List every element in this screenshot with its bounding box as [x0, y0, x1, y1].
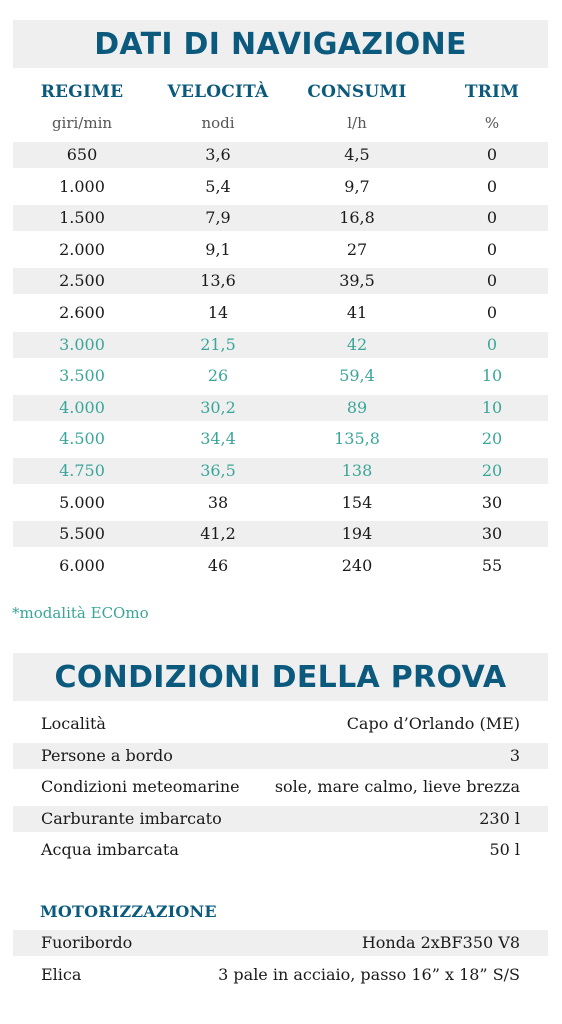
- table-row: [13, 332, 548, 358]
- item-value: 50 l: [489, 840, 520, 860]
- cell-regime: 4.000: [59, 397, 105, 417]
- table-row: [13, 268, 548, 294]
- cell-trim: 0: [486, 334, 498, 354]
- cell-velocita: 38: [207, 492, 229, 512]
- cell-velocita: 34,4: [200, 429, 236, 449]
- table-row: [13, 426, 548, 452]
- list-item: [13, 962, 548, 988]
- cell-velocita: 30,2: [200, 397, 236, 417]
- list-item: [13, 711, 548, 737]
- cell-velocita: 46: [207, 555, 229, 575]
- item-value: 230 l: [479, 808, 520, 828]
- cell-consumi: 27: [346, 239, 368, 259]
- list-item: [13, 837, 548, 863]
- table-row: [13, 490, 548, 516]
- table-row: [13, 174, 548, 200]
- cell-velocita: 36,5: [200, 461, 236, 480]
- unit-velocita: nodi: [201, 114, 235, 132]
- cell-velocita: 3,6: [205, 145, 231, 164]
- cell-regime: 3.500: [59, 366, 105, 386]
- cell-velocita: 41,2: [200, 524, 236, 544]
- cell-trim: 0: [486, 239, 498, 259]
- cell-velocita: 5,4: [205, 176, 231, 196]
- cell-consumi: 16,8: [339, 208, 375, 228]
- cell-trim: 10: [481, 397, 503, 417]
- table-row: [13, 553, 548, 579]
- cell-consumi: 154: [341, 492, 373, 512]
- item-label: Elica: [41, 964, 82, 984]
- cell-consumi: 240: [341, 555, 373, 575]
- cell-regime: 1.000: [59, 176, 105, 196]
- cell-regime: 2.500: [59, 271, 105, 291]
- item-value: Honda 2xBF350 V8: [361, 933, 520, 952]
- cell-trim: 0: [486, 145, 498, 164]
- item-label: Carburante imbarcato: [41, 808, 222, 828]
- cell-velocita: 14: [207, 303, 229, 322]
- cell-trim: 10: [481, 366, 503, 386]
- cell-trim: 0: [486, 208, 498, 228]
- table-row: [13, 521, 548, 547]
- conditions-title-bar: [13, 653, 548, 701]
- table-row: [13, 142, 548, 168]
- item-value: sole, mare calmo, lieve brezza: [274, 777, 520, 797]
- cell-trim: 20: [481, 461, 503, 480]
- cell-consumi: 39,5: [339, 271, 375, 291]
- header-velocita: VELOCITÀ: [167, 82, 269, 102]
- cell-regime: 4.500: [59, 429, 105, 449]
- nav-title: DATI DI NAVIGAZIONE: [94, 26, 467, 62]
- item-value: 3 pale in acciaio, passo 16” x 18” S/S: [218, 964, 520, 984]
- header-regime: REGIME: [40, 82, 124, 102]
- nav-header-row: [0, 82, 562, 104]
- cell-regime: 1.500: [59, 208, 105, 228]
- cell-trim: 55: [481, 555, 503, 575]
- cell-regime: 5.500: [59, 524, 105, 544]
- cell-velocita: 9,1: [205, 239, 231, 259]
- cell-consumi: 59,4: [339, 366, 375, 386]
- list-item: [13, 774, 548, 800]
- conditions-title: CONDIZIONI DELLA PROVA: [54, 659, 507, 695]
- cell-regime: 650: [66, 145, 98, 164]
- unit-consumi: l/h: [347, 114, 367, 132]
- item-label: Acqua imbarcata: [41, 840, 179, 860]
- cell-trim: 20: [481, 429, 503, 449]
- eco-note: *modalità ECOmo: [12, 604, 149, 622]
- cell-consumi: 4,5: [344, 145, 370, 164]
- nav-title-bar: [13, 20, 548, 68]
- table-row: [13, 395, 548, 421]
- cell-regime: 2.600: [59, 303, 105, 322]
- cell-trim: 30: [481, 492, 503, 512]
- cell-regime: 6.000: [59, 555, 105, 575]
- cell-consumi: 89: [346, 397, 368, 417]
- item-value: Capo d’Orlando (ME): [346, 714, 520, 733]
- cell-consumi: 41: [346, 303, 368, 322]
- item-label: Località: [41, 714, 106, 733]
- header-trim: TRIM: [464, 82, 520, 102]
- table-row: [13, 205, 548, 231]
- cell-consumi: 135,8: [334, 429, 380, 449]
- cell-regime: 2.000: [59, 239, 105, 259]
- cell-trim: 0: [486, 176, 498, 196]
- item-label: Fuoribordo: [41, 933, 133, 952]
- cell-consumi: 42: [346, 334, 368, 354]
- list-item: [13, 930, 548, 956]
- item-label: Persone a bordo: [41, 745, 173, 765]
- table-row: [13, 300, 548, 326]
- cell-trim: 0: [486, 271, 498, 291]
- cell-velocita: 26: [207, 366, 229, 386]
- cell-velocita: 21,5: [200, 334, 236, 354]
- list-item: [13, 806, 548, 832]
- cell-trim: 0: [486, 303, 498, 322]
- item-label: Condizioni meteomarine: [41, 777, 240, 797]
- item-value: 3: [509, 745, 520, 765]
- cell-regime: 3.000: [59, 334, 105, 354]
- cell-velocita: 7,9: [205, 208, 231, 228]
- unit-regime: giri/min: [51, 114, 113, 132]
- cell-regime: 4.750: [59, 461, 105, 480]
- engine-title: MOTORIZZAZIONE: [40, 902, 217, 921]
- cell-consumi: 138: [341, 461, 373, 480]
- cell-consumi: 194: [341, 524, 373, 544]
- table-row: [13, 363, 548, 389]
- table-row: [13, 458, 548, 484]
- cell-velocita: 13,6: [200, 271, 236, 291]
- header-consumi: CONSUMI: [307, 82, 407, 102]
- unit-trim: %: [484, 114, 500, 132]
- table-row: [13, 237, 548, 263]
- cell-consumi: 9,7: [344, 176, 370, 196]
- nav-unit-row: [0, 114, 562, 136]
- cell-trim: 30: [481, 524, 503, 544]
- cell-regime: 5.000: [59, 492, 105, 512]
- list-item: [13, 743, 548, 769]
